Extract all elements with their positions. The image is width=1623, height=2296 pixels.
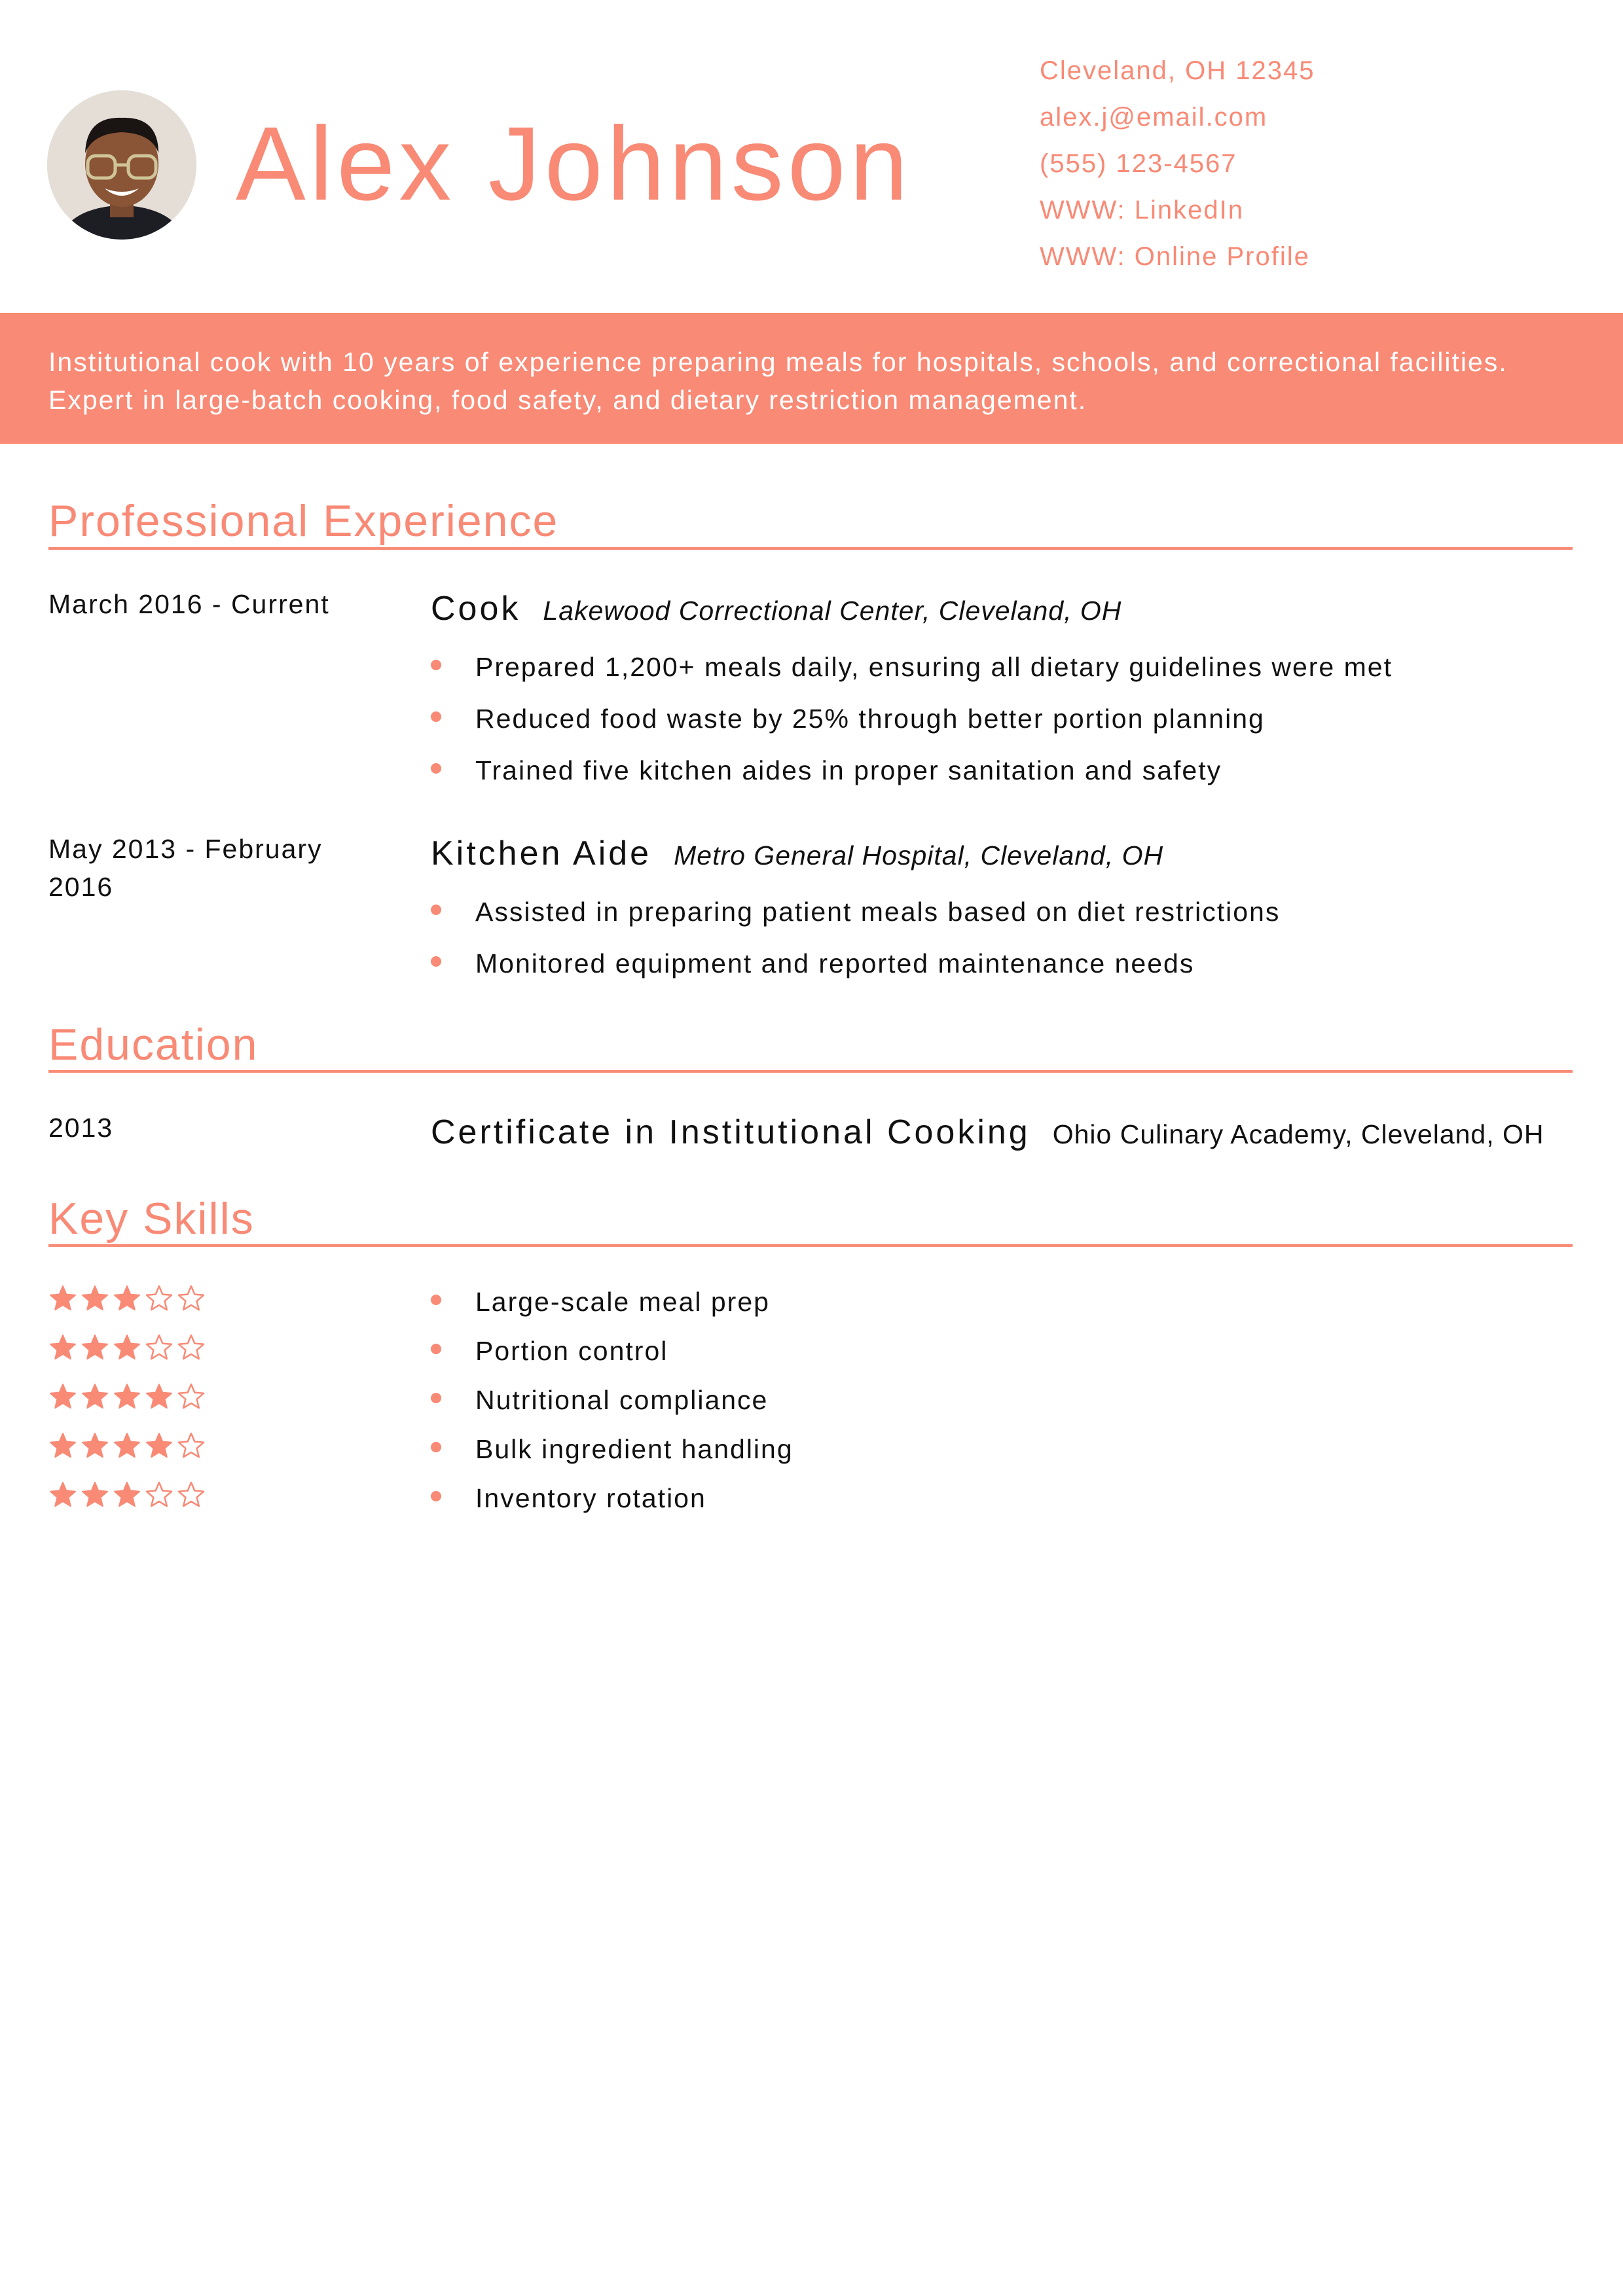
summary-band — [0, 313, 1623, 444]
skill-item: Nutritional compliance — [431, 1384, 768, 1416]
job-title: Cook — [431, 590, 521, 628]
star-filled-icon — [115, 1433, 139, 1457]
bullet-dot-icon — [431, 956, 441, 967]
skill-rating — [48, 1284, 209, 1313]
bullet-dot-icon — [431, 1393, 441, 1403]
star-rating-icons — [48, 1431, 209, 1460]
profile-photo-icon — [47, 90, 196, 240]
contact-email[interactable]: alex.j@email.com — [1040, 103, 1268, 132]
bullet-dot-icon — [431, 1442, 441, 1452]
job-employer: Metro General Hospital, Cleveland, OH — [674, 840, 1164, 870]
star-filled-icon — [82, 1384, 107, 1408]
education-degree: Certificate in Institutional Cooking — [431, 1113, 1030, 1151]
section-divider — [48, 1244, 1573, 1247]
star-outline-icon — [179, 1482, 204, 1506]
bullet-dot-icon — [431, 1491, 441, 1501]
skill-item: Large-scale meal prep — [431, 1285, 770, 1318]
skill-item: Portion control — [431, 1335, 668, 1367]
star-filled-icon — [115, 1482, 139, 1506]
skill-rating — [48, 1382, 209, 1411]
job-dates: May 2013 - February 2016 — [48, 834, 323, 902]
list-item: Monitored equipment and reported maintenance needs — [431, 947, 1194, 980]
job-heading — [431, 833, 1163, 876]
star-filled-icon — [50, 1286, 75, 1310]
star-filled-icon — [147, 1433, 172, 1457]
star-outline-icon — [147, 1482, 172, 1506]
star-filled-icon — [115, 1335, 139, 1359]
job-employer: Lakewood Correctional Center, Cleveland, OH — [543, 596, 1122, 626]
star-rating-icons — [48, 1333, 209, 1362]
contact-address: Cleveland, OH 12345 — [1040, 56, 1315, 85]
education-year: 2013 — [48, 1113, 114, 1143]
list-item: Trained five kitchen aides in proper sanitation and safety — [431, 754, 1222, 787]
list-item: Reduced food waste by 25% through better portion planning — [431, 702, 1265, 735]
bullet-dot-icon — [431, 660, 441, 670]
section-divider — [48, 547, 1573, 550]
star-filled-icon — [50, 1335, 75, 1359]
job-heading — [431, 588, 1122, 632]
bullet-dot-icon — [431, 711, 441, 722]
bullet-dot-icon — [431, 905, 441, 915]
star-filled-icon — [147, 1384, 172, 1408]
star-filled-icon — [50, 1384, 75, 1408]
star-filled-icon — [50, 1482, 75, 1506]
star-filled-icon — [50, 1433, 75, 1457]
summary-text: Institutional cook with 10 years of experience preparing meals for hospitals, schools, and correctional facilities. Expert in large-batch cooking, food safety, and dietary restriction management. — [48, 347, 1508, 415]
contact-online-profile-link[interactable]: WWW: Online Profile — [1040, 242, 1310, 271]
section-divider — [48, 1070, 1573, 1073]
section-title-skills: Key Skills — [48, 1194, 255, 1244]
contact-phone[interactable]: (555) 123-4567 — [1040, 149, 1237, 178]
candidate-name: Alex Johnson — [236, 105, 912, 222]
star-filled-icon — [82, 1335, 107, 1359]
star-rating-icons — [48, 1480, 209, 1509]
star-outline-icon — [147, 1335, 172, 1359]
section-title-education: Education — [48, 1020, 259, 1069]
star-outline-icon — [179, 1433, 204, 1457]
bullet-dot-icon — [431, 1295, 441, 1305]
job-dates: March 2016 - Current — [48, 589, 330, 619]
star-filled-icon — [115, 1384, 139, 1408]
star-filled-icon — [82, 1482, 107, 1506]
skill-item: Inventory rotation — [431, 1482, 706, 1515]
star-rating-icons — [48, 1284, 209, 1313]
avatar — [47, 90, 196, 240]
star-outline-icon — [147, 1286, 172, 1310]
star-outline-icon — [179, 1384, 204, 1408]
contact-linkedin-link[interactable]: WWW: LinkedIn — [1040, 196, 1244, 224]
section-title-experience: Professional Experience — [48, 496, 559, 546]
skill-rating — [48, 1480, 209, 1509]
skill-rating — [48, 1333, 209, 1362]
star-filled-icon — [115, 1286, 139, 1310]
star-filled-icon — [82, 1286, 107, 1310]
job-title: Kitchen Aide — [431, 834, 652, 872]
bullet-dot-icon — [431, 1344, 441, 1354]
star-rating-icons — [48, 1382, 209, 1411]
star-outline-icon — [179, 1335, 204, 1359]
skill-rating — [48, 1431, 209, 1460]
star-outline-icon — [179, 1286, 204, 1310]
education-heading — [431, 1111, 1544, 1155]
bullet-dot-icon — [431, 763, 441, 774]
list-item: Prepared 1,200+ meals daily, ensuring all dietary guidelines were met — [431, 651, 1393, 683]
education-school: Ohio Culinary Academy, Cleveland, OH — [1052, 1119, 1544, 1149]
star-filled-icon — [82, 1433, 107, 1457]
skill-item: Bulk ingredient handling — [431, 1433, 793, 1465]
list-item: Assisted in preparing patient meals based on diet restrictions — [431, 895, 1280, 928]
